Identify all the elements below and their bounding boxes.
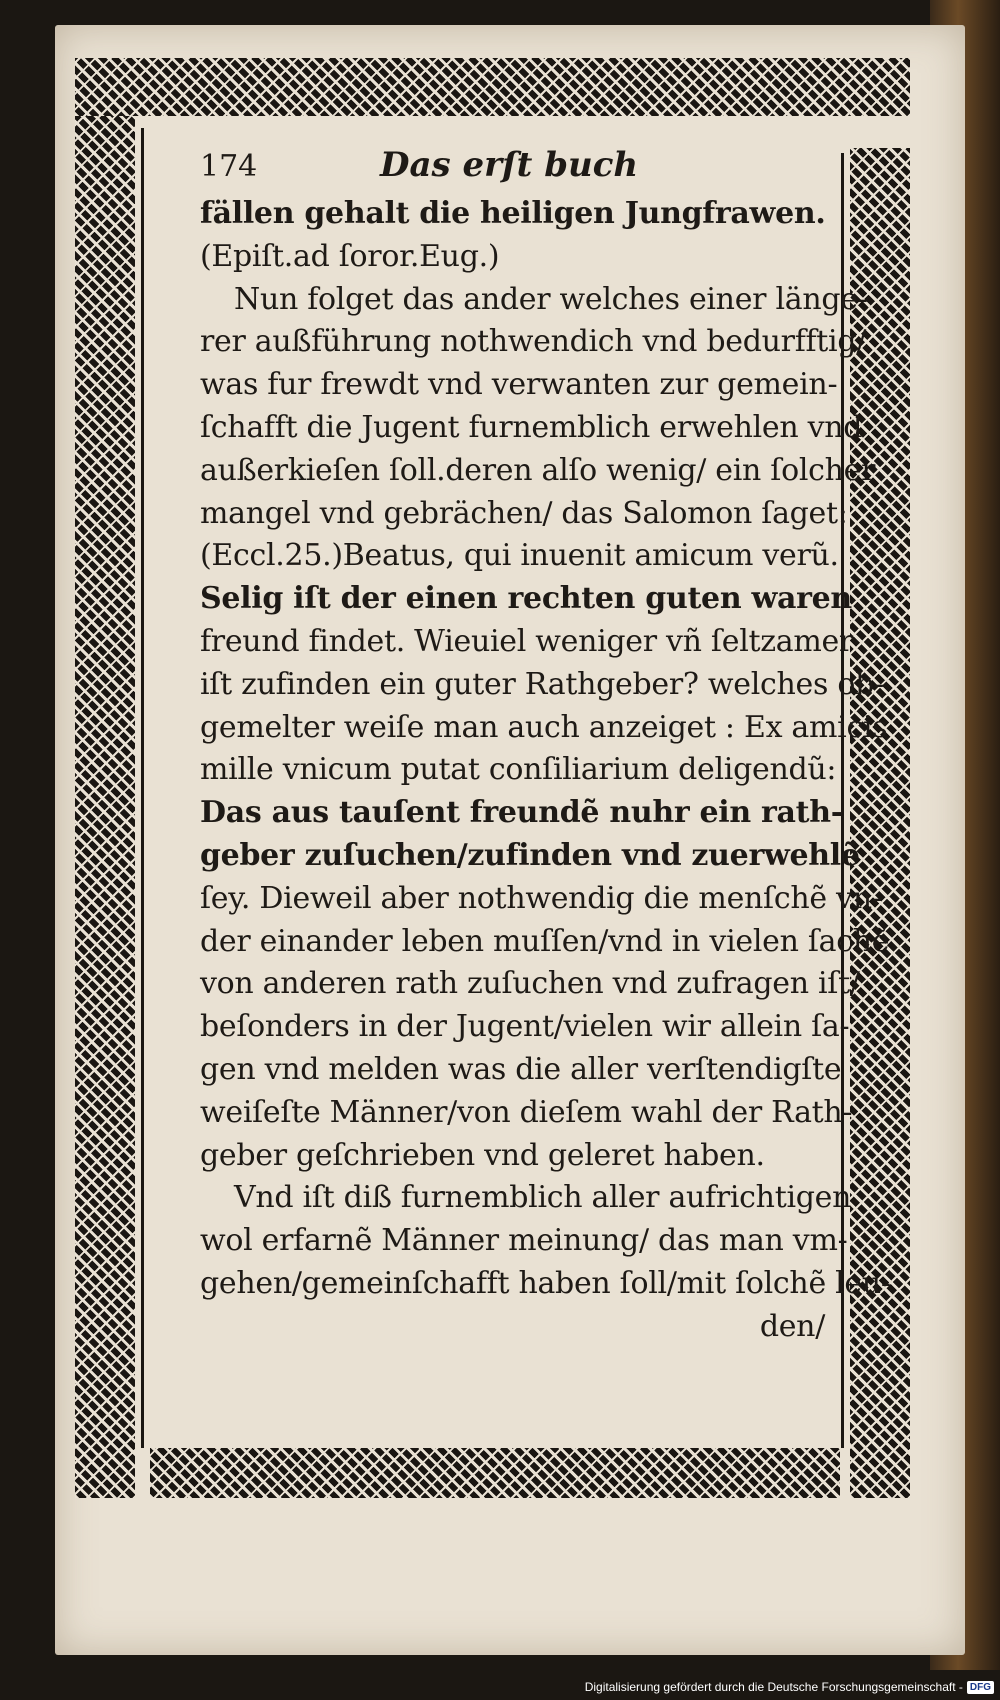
text-line: wol erfarnẽ Männer meinung/ das man vm- [200,1223,848,1259]
text-line: der einander leben muſſen/vnd in vielen ſachẽ [200,923,890,959]
text-line: weiſeſte Männer/von dieſem wahl der Rath- [200,1094,853,1130]
text-line: (Eccl.25.)Beatus, qui inuenit amicum verũ. [200,538,839,574]
text-line: geber zuſuchen/zufinden vnd zuerwehlẽ [200,837,860,873]
border-rule-left [141,128,144,1448]
text-line: beſonders in der Jugent/vielen wir allein ſa- [200,1009,850,1045]
text-line: Selig iſt der einen rechten guten waren [200,581,852,617]
text-line: Nun folget das ander welches einer länge- [234,281,868,317]
text-line: von anderen rath zuſuchen vnd zufragen iſt/ [200,966,860,1002]
footer-credit [585,1680,994,1694]
text-line: Das aus tauſent freundẽ nuhr ein rath- [200,795,843,831]
page-header [200,145,915,193]
text-line: rer außführung nothwendich vnd bedurfftig/ [200,324,867,360]
text-line: den/ [759,1308,825,1344]
text-line: mille vnicum putat conſiliarium deligendũ: [200,752,837,788]
text-line: gen vnd melden was die aller verſtendigſte [200,1051,842,1087]
text-line: fällen gehalt die heiligen Jungfrawen. [200,196,826,231]
credit-text: Digitalisierung gefördert durch die Deutsche Forschungsgemeinschaft - [584,1680,963,1694]
text-line: mangel vnd gebrächen/ das Salomon ſaget: [200,495,848,531]
text-line: Vnd iſt diß furnemblich aller aufrichtigen [234,1180,852,1216]
page-number: 174 [200,149,258,184]
border-top [75,58,910,116]
running-head: Das erſt buch [380,145,639,185]
border-left [75,116,135,1498]
text-line: außerkieſen ſoll.deren alſo wenig/ ein ſolcher [200,452,876,488]
text-line: was fur frewdt vnd verwanten zur gemein- [200,367,838,403]
text-line: gemelter weiſe man auch anzeiget : Ex amicis [200,709,888,745]
text-lines [200,193,915,1349]
dfg-logo: DFG [967,1681,994,1694]
text-line: iſt zufinden ein guter Rathgeber? welches ob- [200,666,884,702]
text-line: freund findet. Wieuiel weniger vñ ſeltzamer [200,623,853,659]
text-line: ſey. Dieweil aber nothwendig die menſchẽ vn- [200,880,882,916]
text-line: gehen/gemeinſchafft haben ſoll/mit ſolchẽ leu- [200,1265,891,1301]
text-line: geber geſchrieben vnd geleret haben. [200,1137,765,1173]
text-line: (Epiſt.ad ſoror.Eug.) [200,238,500,274]
border-bottom [150,1448,840,1498]
text-line: ſchafft die Jugent furnemblich erwehlen vnd [200,409,863,445]
text-block [200,145,915,1349]
